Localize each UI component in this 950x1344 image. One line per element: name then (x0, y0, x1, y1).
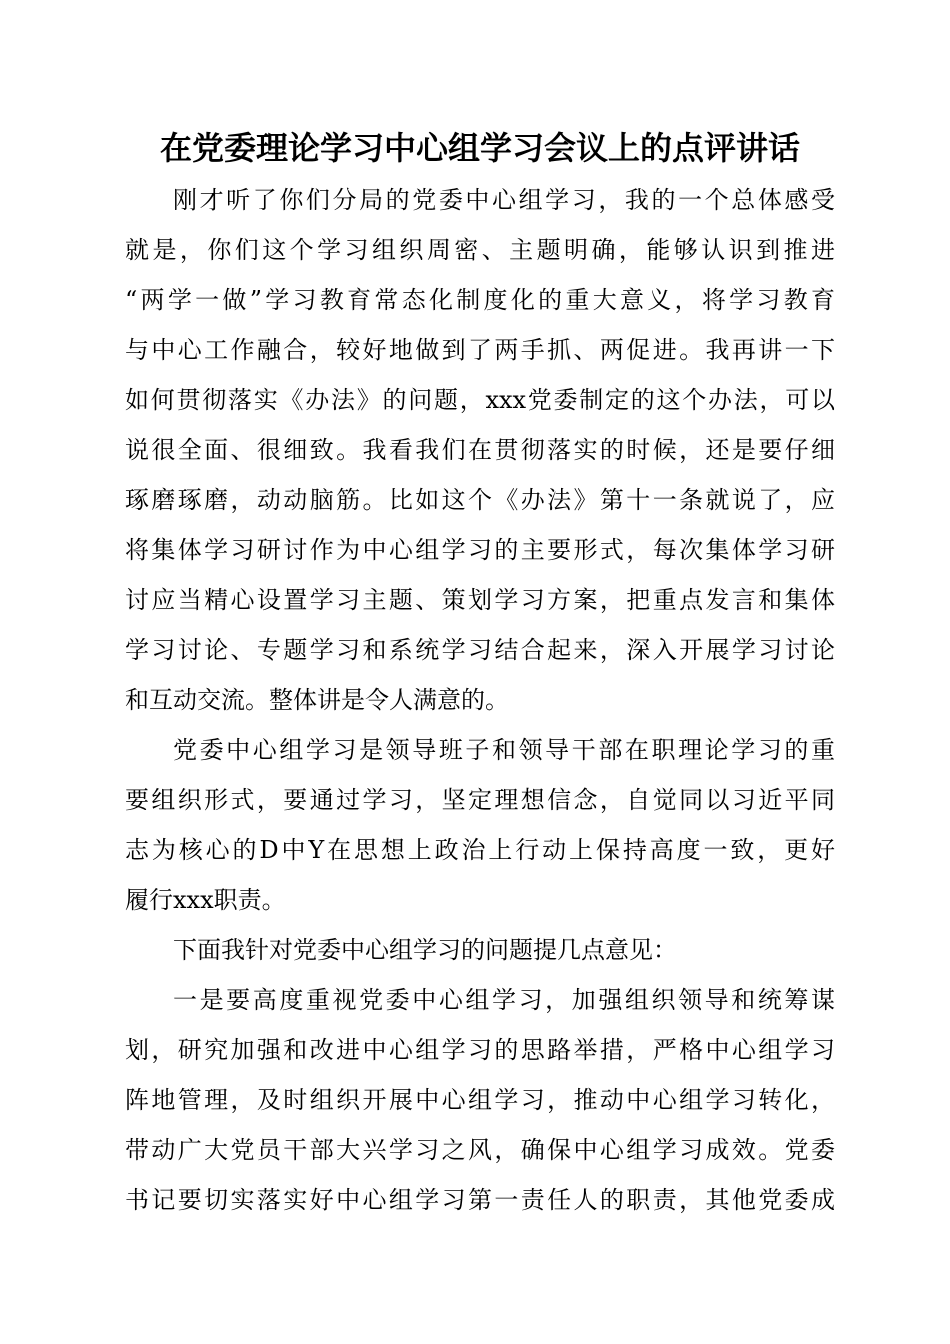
paragraph-1-line-11: 和互动交流。整体讲是令人满意的。 (125, 686, 509, 714)
paragraph-2-line-2: 要组织形式，要通过学习，坚定理想信念，自觉同以习近平同 (125, 786, 835, 814)
paragraph-1-line-10: 学习讨论、专题学习和系统学习结合起来，深入开展学习讨论 (125, 636, 835, 664)
paragraph-4-line-5: 书记要切实落实好中心组学习第一责任人的职责，其他党委成 (125, 1186, 835, 1214)
paragraph-1-line-8: 将集体学习研讨作为中心组学习的主要形式，每次集体学习研 (125, 536, 835, 564)
paragraph-1-line-2: 就是，你们这个学习组织周密、主题明确，能够认识到推进 (125, 236, 835, 264)
paragraph-1-line-1: 刚才听了你们分局的党委中心组学习，我的一个总体感受 (173, 186, 835, 214)
paragraph-4-line-3: 阵地管理，及时组织开展中心组学习，推动中心组学习转化， (125, 1086, 835, 1114)
paragraph-1-line-6: 说很全面、很细致。我看我们在贯彻落实的时候，还是要仔细 (125, 436, 835, 464)
paragraph-2-line-4: 履行xxx职责。 (125, 886, 286, 914)
paragraph-4-line-1: 一是要高度重视党委中心组学习，加强组织领导和统筹谋 (173, 986, 835, 1014)
paragraph-1-line-5: 如何贯彻落实《办法》的问题，xxx党委制定的这个办法，可以 (125, 386, 835, 414)
paragraph-4-line-2: 划，研究加强和改进中心组学习的思路举措，严格中心组学习 (125, 1036, 835, 1064)
paragraph-1-line-4: 与中心工作融合，较好地做到了两手抓、两促进。我再讲一下 (125, 336, 835, 364)
document-title: 在党委理论学习中心组学习会议上的点评讲话 (159, 129, 800, 167)
paragraph-4-line-4: 带动广大党员干部大兴学习之风，确保中心组学习成效。党委 (125, 1136, 835, 1164)
paragraph-1-line-9: 讨应当精心设置学习主题、策划学习方案，把重点发言和集体 (125, 586, 835, 614)
paragraph-1-line-3: “两学一做”学习教育常态化制度化的重大意义，将学习教育 (125, 286, 835, 314)
paragraph-1-line-7: 琢磨琢磨，动动脑筋。比如这个《办法》第十一条就说了，应 (125, 486, 835, 514)
paragraph-2-line-3: 志为核心的D中Y在思想上政治上行动上保持高度一致，更好 (125, 836, 835, 864)
paragraph-3-line-1: 下面我针对党委中心组学习的问题提几点意见： (173, 936, 677, 964)
paragraph-2-line-1: 党委中心组学习是领导班子和领导干部在职理论学习的重 (173, 736, 835, 764)
